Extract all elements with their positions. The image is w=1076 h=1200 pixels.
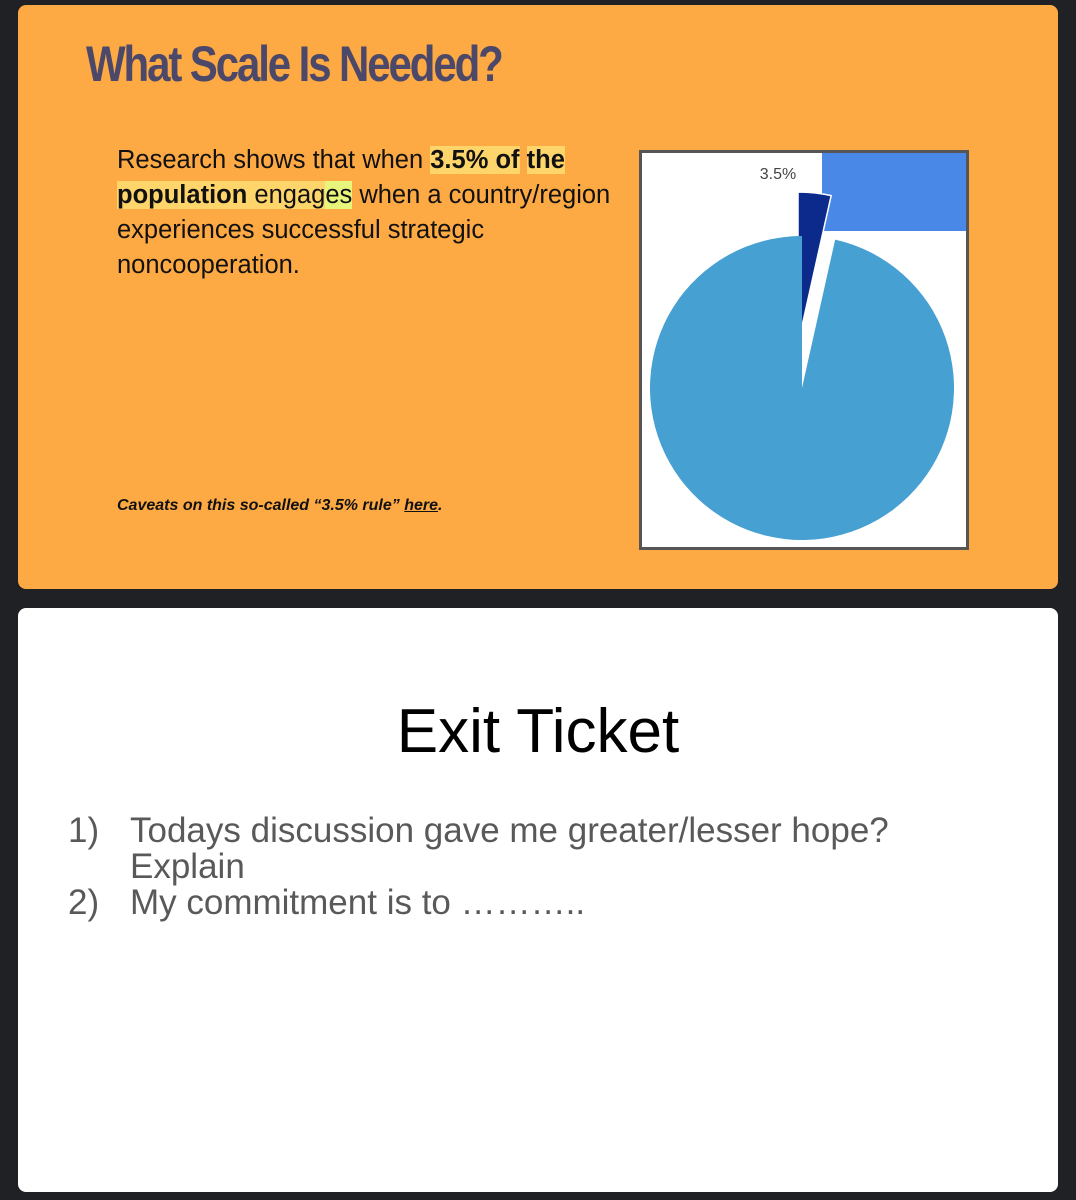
list-item [68, 813, 950, 885]
list-item [68, 885, 950, 921]
caveat-note [117, 497, 442, 515]
item-text: Todays discussion gave me greater/lesser hope? Explain [130, 811, 889, 886]
highlighted-text-green: es [325, 181, 353, 209]
text-part: Research shows that when [117, 146, 431, 174]
slide-body-text [117, 143, 637, 283]
exit-ticket-list [68, 813, 950, 921]
item-number: 2) [68, 883, 100, 922]
text-part: when a country/region experiences successful strategic noncooperation. [117, 181, 611, 279]
slide-exit-ticket[interactable] [18, 608, 1058, 1192]
item-text: My commitment is to ……….. [130, 883, 586, 922]
research-paragraph [117, 143, 637, 283]
pie-chart [639, 150, 969, 550]
highlighted-bold-text: 3.5% of [430, 146, 520, 174]
item-number: 1) [68, 811, 100, 850]
highlighted-bold-text: the population [117, 146, 565, 209]
pie-slice-1 [650, 236, 954, 540]
highlighted-text: engag [247, 181, 326, 209]
pie-chart-svg [642, 153, 966, 547]
slide-title: What Scale Is Needed? [86, 36, 502, 92]
exit-ticket-title: Exit Ticket [396, 697, 680, 766]
legend-swatch [822, 153, 966, 231]
slice-label: 3.5% [759, 166, 797, 183]
slide-what-scale[interactable] [18, 5, 1058, 589]
caveat-end: . [438, 497, 443, 514]
caveat-link[interactable]: here [404, 497, 439, 514]
caveat-text: Caveats on this so-called “3.5% rule” [117, 497, 405, 514]
